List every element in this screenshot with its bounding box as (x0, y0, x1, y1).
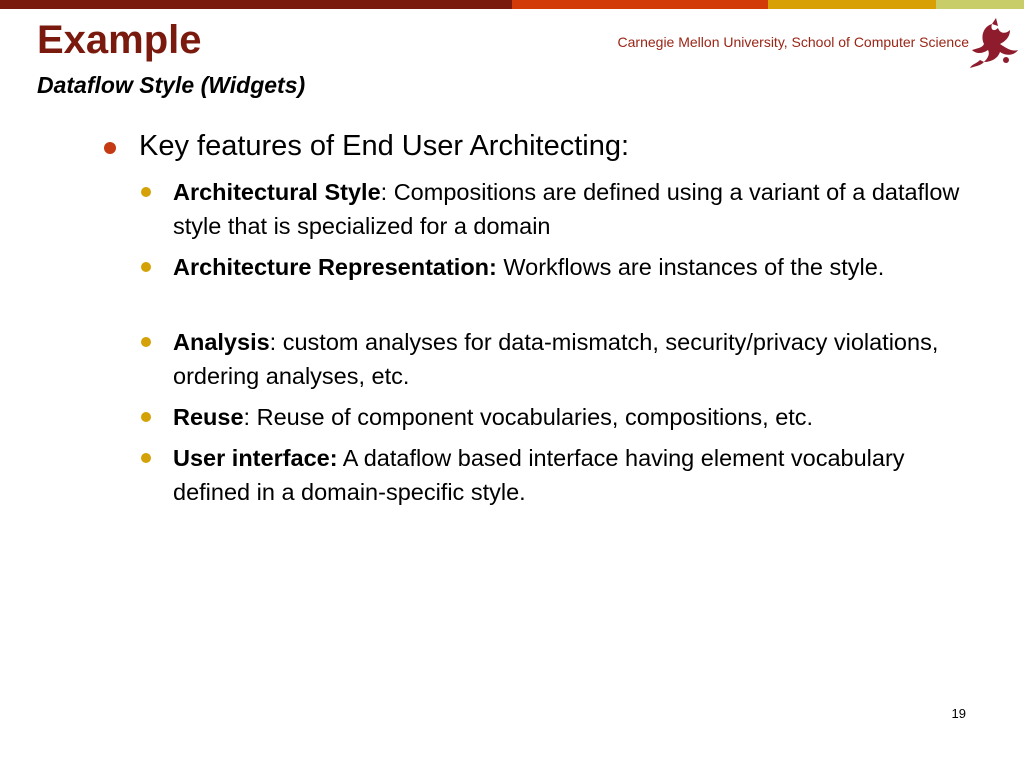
sub-bullet-text: Workflows are instances of the style. (496, 254, 885, 280)
bullet-dot (104, 142, 116, 154)
sub-bullet-text: : Compositions are defined using a variant of a dataflow style that is specialized for a domain (173, 179, 960, 239)
sub-bullet-reuse (173, 400, 973, 434)
top-color-bar (0, 0, 1024, 9)
sub-bullet-dot (141, 262, 151, 272)
sub-bullet-term: Analysis (173, 329, 270, 355)
cmu-scottie-dragon-icon (966, 14, 1022, 70)
sub-bullet-dot (141, 453, 151, 463)
sub-bullet-text: : Reuse of component vocabularies, compositions, etc. (243, 404, 814, 430)
slide-subtitle: Dataflow Style (Widgets) (37, 72, 306, 98)
organization-label: Carnegie Mellon University, School of Computer Science (617, 34, 969, 50)
sub-bullet-dot (141, 412, 151, 422)
sub-bullet-term: Architectural Style (173, 179, 381, 205)
main-bullet: Key features of End User Architecting: (139, 130, 630, 162)
sub-bullet-term: User interface: (173, 445, 338, 471)
top-bar-segment-olive (936, 0, 1024, 9)
sub-bullet-architecture-representation (173, 250, 973, 284)
sub-bullet-architectural-style (173, 175, 973, 243)
sub-bullet-text: : custom analyses for data-mismatch, security/privacy violations, ordering analyses, etc. (173, 329, 939, 389)
sub-bullet-dot (141, 187, 151, 197)
slide-title: Example (37, 18, 202, 62)
sub-bullet-term: Reuse (173, 404, 244, 430)
page-number: 19 (951, 706, 966, 721)
sub-bullet-dot (141, 337, 151, 347)
top-bar-segment-maroon (0, 0, 512, 9)
sub-bullet-user-interface (173, 441, 973, 509)
sub-bullet-term: Architecture Representation: (173, 254, 497, 280)
sub-bullet-text: A dataflow based interface having element vocabulary defined in a domain-specific style. (173, 445, 905, 505)
top-bar-segment-orange (512, 0, 768, 9)
top-bar-segment-gold (768, 0, 936, 9)
sub-bullet-analysis (173, 325, 973, 393)
